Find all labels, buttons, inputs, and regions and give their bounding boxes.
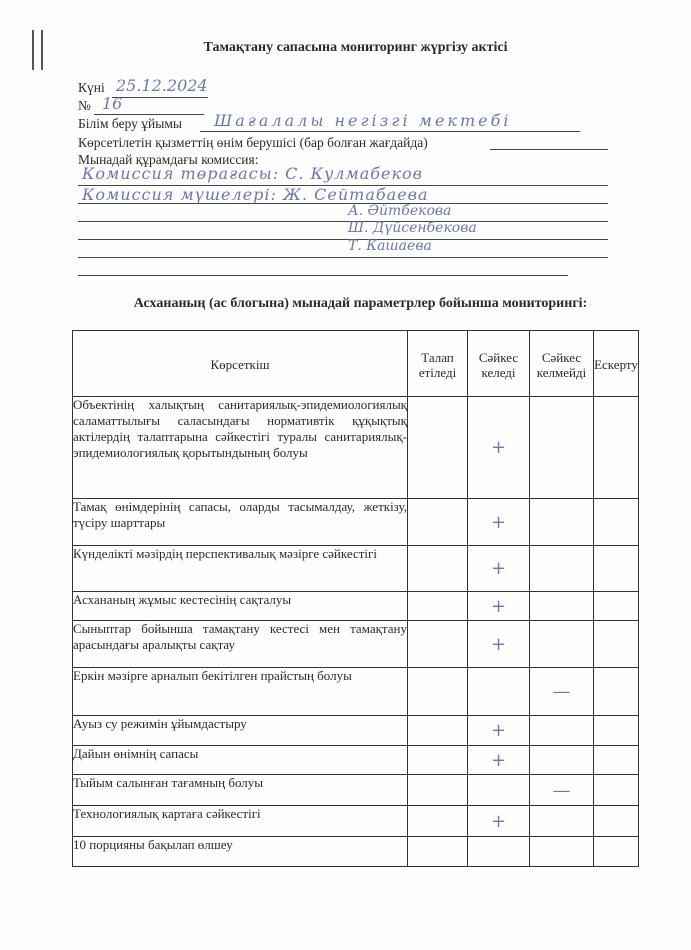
not-complies-mark: — — [530, 668, 594, 716]
table-row — [73, 546, 639, 592]
table-row — [73, 775, 639, 806]
note-cell — [594, 668, 639, 716]
required-cell — [408, 806, 468, 837]
note-cell — [594, 806, 639, 837]
indicator-cell: Тамақ өнімдерінің сапасы, оларды тасымалдау, жеткізу, түсіру шарттары — [73, 499, 408, 546]
date-label: Күні — [78, 80, 105, 95]
table-row — [73, 592, 639, 621]
required-cell — [408, 716, 468, 746]
note-cell — [594, 837, 639, 867]
not-complies-mark — [530, 621, 594, 668]
table-row — [73, 499, 639, 546]
table-row — [73, 716, 639, 746]
not-complies-mark — [530, 546, 594, 592]
provider-label: Көрсетілетін қызметтің өнім берушісі (бар болған жағдайда) — [78, 135, 428, 150]
note-cell — [594, 775, 639, 806]
not-complies-mark — [530, 716, 594, 746]
commission-line-4 — [78, 239, 608, 240]
commission-line-6 — [78, 275, 568, 276]
commission-line-5 — [78, 257, 608, 258]
table-row — [73, 621, 639, 668]
required-cell — [408, 668, 468, 716]
not-complies-mark — [530, 746, 594, 775]
monitoring-table — [72, 330, 639, 867]
commission-member-2: А. Әйтбекова — [348, 203, 452, 219]
complies-mark: + — [468, 716, 530, 746]
indicator-cell: Технологиялық картаға сәйкестігі — [73, 806, 408, 837]
header-note: Ескерту — [594, 331, 639, 397]
header-required: Талап етіледі — [408, 331, 468, 397]
complies-mark — [468, 668, 530, 716]
org-label: Білім беру ұйымы — [78, 116, 182, 131]
not-complies-mark — [530, 397, 594, 499]
complies-mark: + — [468, 621, 530, 668]
complies-mark: + — [468, 546, 530, 592]
note-cell — [594, 499, 639, 546]
not-complies-mark — [530, 499, 594, 546]
not-complies-mark: — — [530, 775, 594, 806]
not-complies-mark — [530, 837, 594, 867]
document-title: Тамақтану сапасына мониторинг жүргізу актісі — [203, 40, 508, 55]
complies-mark: + — [468, 746, 530, 775]
commission-line-3 — [78, 221, 608, 222]
commission-chair: Комиссия төрағасы: С. Кулмабеков — [82, 164, 423, 183]
note-cell — [594, 621, 639, 668]
number-underline — [94, 114, 204, 115]
date-value: 25.12.2024 — [116, 76, 208, 95]
section-title: Асхананың (ас блогына) мынадай параметрлер бойынша мониторингі: — [133, 296, 588, 311]
commission-members: Комиссия мүшелері: Ж. Сейтабаева — [82, 185, 429, 204]
indicator-cell: Дайын өнімнің сапасы — [73, 746, 408, 775]
header-complies: Сәйкес келеді — [468, 331, 530, 397]
table-header-row — [73, 331, 639, 397]
required-cell — [408, 621, 468, 668]
complies-mark: + — [468, 397, 530, 499]
required-cell — [408, 499, 468, 546]
required-cell — [408, 592, 468, 621]
indicator-cell: 10 порцияны бақылап өлшеу — [73, 837, 408, 867]
indicator-cell: Сыныптар бойынша тамақтану кестесі мен тамақтану арасындағы аралықты сақтау — [73, 621, 408, 668]
required-cell — [408, 837, 468, 867]
indicator-cell: Ауыз су режимін ұйымдастыру — [73, 716, 408, 746]
note-cell — [594, 546, 639, 592]
note-cell — [594, 716, 639, 746]
number-value: 16 — [102, 94, 123, 113]
note-cell — [594, 397, 639, 499]
commission-member-4: Т. Кашаева — [348, 238, 432, 254]
required-cell — [408, 746, 468, 775]
complies-mark — [468, 837, 530, 867]
complies-mark: + — [468, 806, 530, 837]
complies-mark: + — [468, 592, 530, 621]
commission-label: Мынадай құрамдағы комиссия: — [78, 152, 259, 167]
commission-member-3: Ш. Дүйсенбекова — [348, 220, 477, 236]
number-label: № — [78, 98, 91, 113]
not-complies-mark — [530, 592, 594, 621]
indicator-cell: Еркін мәзірге арналып бекітілген прайстың болуы — [73, 668, 408, 716]
header-not-complies: Сәйкес келмейді — [530, 331, 594, 397]
table-row — [73, 668, 639, 716]
required-cell — [408, 397, 468, 499]
table-row — [73, 806, 639, 837]
table-row — [73, 397, 639, 499]
indicator-cell: Объектінің халықтың санитариялық-эпидемиологиялық саламаттылығы саласындағы нормативтік құқықтық актілердің талаптарына сәйкестігі туралы санитариялық-эпидемиологиялық қорытындының болуы — [73, 397, 408, 499]
note-cell — [594, 592, 639, 621]
required-cell — [408, 546, 468, 592]
org-value: Шағалалы негізгі мектебі — [214, 111, 512, 130]
date-underline — [112, 97, 208, 98]
complies-mark — [468, 775, 530, 806]
complies-mark: + — [468, 499, 530, 546]
table-row — [73, 837, 639, 867]
indicator-cell: Тыйым салынған тағамның болуы — [73, 775, 408, 806]
required-cell — [408, 775, 468, 806]
not-complies-mark — [530, 806, 594, 837]
note-cell — [594, 746, 639, 775]
header-indicator: Көрсеткіш — [73, 331, 408, 397]
org-underline — [200, 131, 580, 132]
indicator-cell: Күнделікті мәзірдің перспективалық мәзірге сәйкестігі — [73, 546, 408, 592]
indicator-cell: Асхананың жұмыс кестесінің сақталуы — [73, 592, 408, 621]
table-row — [73, 746, 639, 775]
provider-underline — [490, 149, 608, 150]
